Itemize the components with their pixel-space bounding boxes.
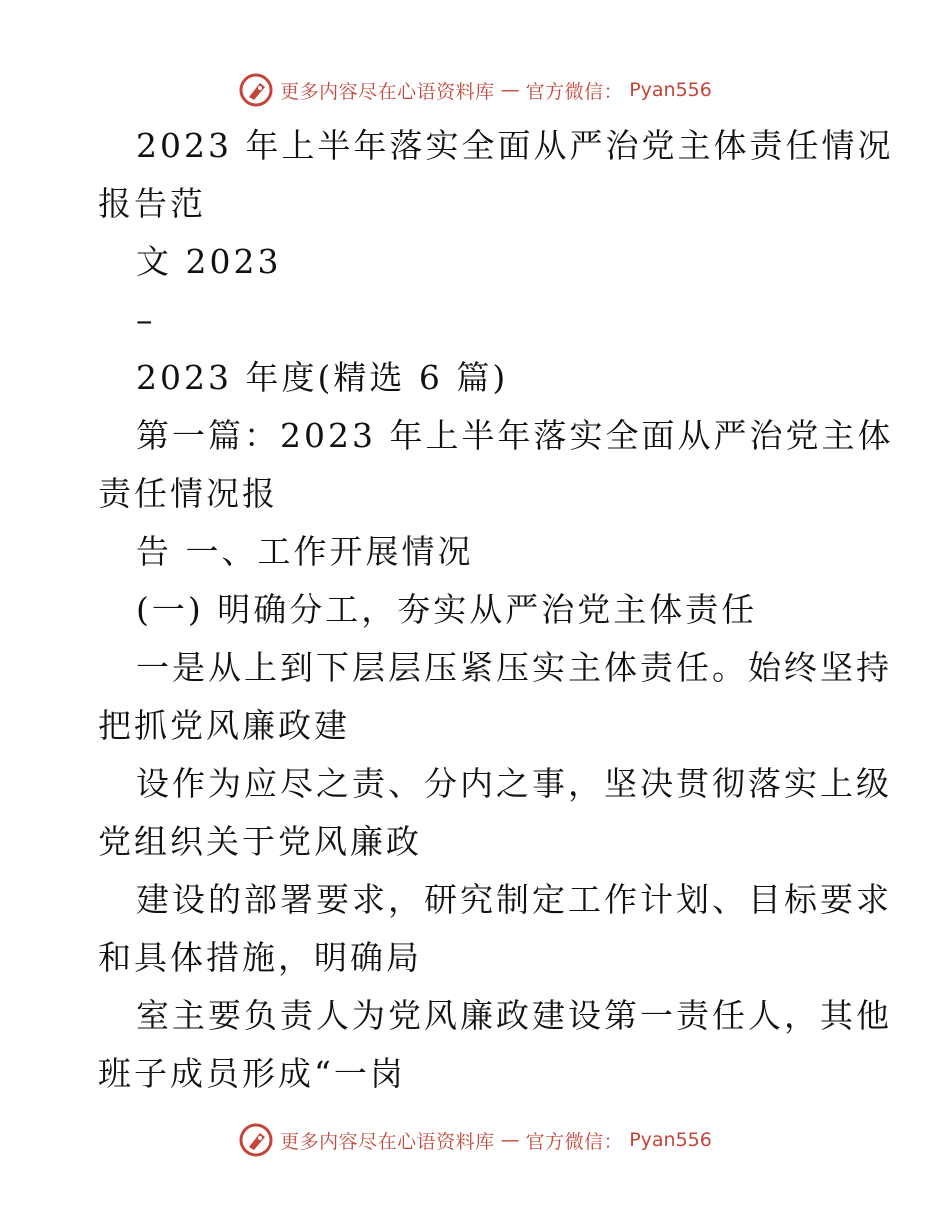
- watermark-label: 官方微信：: [525, 80, 624, 103]
- paragraph-line: 建设的部署要求，研究制定工作计划、目标要求: [136, 880, 892, 919]
- doc-title-line: 报告范: [98, 184, 206, 223]
- watermark-header: [0, 70, 950, 110]
- pen-nib-logo-icon: [238, 1122, 274, 1158]
- watermark-label: 官方微信：: [525, 1130, 624, 1153]
- doc-title-line: –: [136, 300, 156, 339]
- watermark-text: 更多内容尽在心语资料库: [280, 1130, 495, 1153]
- pen-nib-logo-icon: [238, 72, 274, 108]
- section-heading-line: 责任情况报: [98, 474, 278, 513]
- watermark-footer: [0, 1120, 950, 1160]
- section-heading-line: 告 一、工作开展情况: [136, 532, 474, 571]
- paragraph-line: 设作为应尽之责、分内之事，坚决贯彻落实上级: [136, 764, 892, 803]
- watermark-separator: —: [500, 1129, 520, 1151]
- paragraph-line: 把抓党风廉政建: [98, 706, 350, 745]
- watermark-handle: Pyan556: [629, 79, 712, 101]
- paragraph-line: 一是从上到下层层压紧压实主体责任。始终坚持: [136, 648, 892, 687]
- watermark-separator: —: [500, 79, 520, 101]
- paragraph-line: 班子成员形成“一岗: [98, 1054, 406, 1093]
- paragraph-line: 室主要负责人为党风廉政建设第一责任人，其他: [136, 996, 892, 1035]
- paragraph-line: 党组织关于党风廉政: [98, 822, 422, 861]
- doc-title-line: 2023 年度(精选 6 篇): [136, 358, 509, 397]
- paragraph-line: 和具体措施，明确局: [98, 938, 422, 977]
- watermark-text: 更多内容尽在心语资料库: [280, 80, 495, 103]
- doc-title-line: 2023 年上半年落实全面从严治党主体责任情况: [136, 126, 894, 165]
- section-heading-line: 第一篇：2023 年上半年落实全面从严治党主体: [136, 416, 894, 455]
- subsection-heading-line: (一) 明确分工，夯实从严治党主体责任: [136, 590, 758, 629]
- doc-title-line: 文 2023: [136, 242, 282, 281]
- watermark-handle: Pyan556: [629, 1129, 712, 1151]
